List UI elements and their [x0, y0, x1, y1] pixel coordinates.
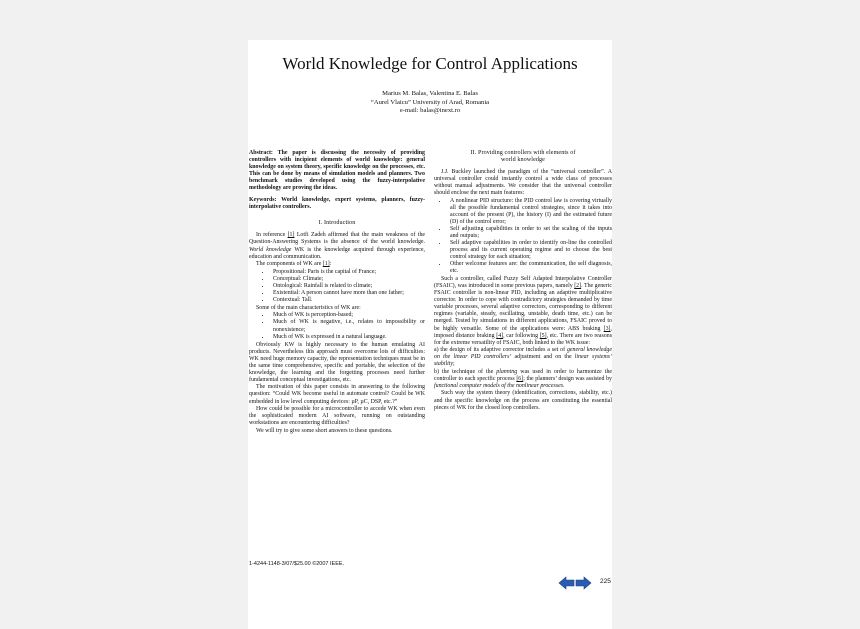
right-column: [434, 150, 612, 412]
list-item: • Self adjusting capabilities in order to set the scaling of the inputs and outputs;: [448, 226, 612, 240]
citation-link[interactable]: [1]: [287, 232, 295, 239]
authors: Marius M. Balas, Valentina E. Balas: [382, 90, 478, 97]
abstract-text: The paper is discussing the necessity of providing controllers with incipient elements of world knowledge: general knowledge on system theory, specific knowledge on the processes, etc. This can be done by means of simulation models and planners. Two benchmark studies developed using the fuzzy-interpolative methodology are proving the ideas.: [249, 150, 425, 192]
intro-paragraph-7: We will try to give some short answers to these questions.: [256, 427, 393, 434]
citation-link[interactable]: [5]: [539, 332, 547, 339]
left-column: [249, 150, 425, 435]
list-item: • Contextual: Tall.: [271, 297, 425, 304]
section2-paragraph-3: Such way the system theory (identification, corrections, stability, etc.) and the specific knowledge on the process are constituting the essential pieces of WK for the closed loop controllers.: [434, 390, 612, 411]
citation-link[interactable]: [3]: [603, 325, 611, 332]
list-item: • Existential: A person cannot have more than one father;: [271, 290, 425, 297]
list-item: • Much of WK is negative, i.e., relates to impossibility or nonexistence;: [271, 319, 425, 333]
prev-next-arrows-icon[interactable]: [558, 576, 592, 590]
intro-paragraph-1: In reference [1] Lotfi Zadeh affirmed that the main weakness of the Question-Answering Systems is the absence of the world knowledge. World knowledge WK is the knowledge acquired through experience, education and communication.: [249, 232, 426, 260]
intro-paragraph-5: The motivation of this paper consists in answering to the following question: “Could WK become useful in automate control? Could be WK embedded in low level computing devices: µP, µC, DSP, etc.?”: [249, 384, 425, 405]
list-item: • A nonlinear PID structure: the PID control law is covering virtually all the possible fundamental control strategies, since it takes into account of the present (P), the history (I) and the estimated future (D) of the control error;: [448, 198, 612, 226]
page-number: 225: [600, 578, 611, 585]
wk-components-list: [249, 269, 425, 304]
list-item: • Much of WK is expressed in a natural language.: [271, 334, 425, 341]
citation-link[interactable]: [6]: [516, 375, 524, 382]
citation-link[interactable]: [2]: [574, 283, 582, 290]
intro-paragraph-4: Obviously KW is highly necessary to the human emulating AI products. Nevertheless this approach must overcome lots of difficulties: WK need huge memory capacity, the representation techniques must be in the same time comprehensive, specific and portable, the selection of the knowledge, the learning and the forgetting processes need further fundamental conceptual investigations, etc.: [249, 341, 425, 383]
keywords-label: Keywords:: [249, 197, 277, 204]
citation-link[interactable]: [4]: [496, 332, 504, 339]
paper-page: [248, 40, 612, 629]
keywords: [249, 197, 425, 211]
intro-paragraph-2: The components of WK are [1]:: [256, 261, 332, 268]
prev-arrow-icon: [559, 577, 574, 589]
keywords-text: World knowledge, expert systems, planners, fuzzy-interpolative controllers.: [249, 197, 425, 211]
intro-paragraph-6: How could be possible for a microcontroller to accede WK when even the sophisticated modern AI software, running on outstanding workstations are encountering difficulties?: [249, 406, 425, 427]
wk-characteristics-list: [249, 312, 425, 340]
section-heading-introduction: I. Introduction: [318, 220, 356, 227]
abstract-label: Abstract:: [249, 150, 273, 156]
next-arrow-icon: [576, 577, 591, 589]
citation-link[interactable]: [1]: [322, 261, 330, 268]
paper-title: World Knowledge for Control Applications: [282, 54, 578, 73]
email: e-mail: balas@inext.ro: [399, 107, 461, 115]
list-item: • Conceptual: Climate;: [271, 276, 425, 283]
section2-paragraph-1: J.J. Buckley launched the paradigm of the “universal controller”. A universal controller could instantly control a wide class of processes without manual adjustments. We consider that the universal controller should enclose the next main features:: [434, 169, 612, 197]
author-block: [248, 90, 612, 116]
copyright-footer: 1-4244-1148-3/07/$25.00 ©2007 IEEE.: [249, 561, 345, 567]
list-item: • Propositional: Paris is the capital of France;: [271, 269, 425, 276]
abstract: [249, 150, 425, 192]
intro-paragraph-3: Some of the main characteristics of WK are:: [256, 304, 361, 311]
list-item: • Much of WK is perception-based;: [271, 312, 425, 319]
list-item: • Other welcome features are: the communication, the self diagnosis, etc.: [448, 261, 612, 275]
reason-a: a) the design of its adaptive corrector includes a set of general knowledge on the linear PID controllers’ adjustment and on the linear systems’ stability;: [434, 347, 612, 368]
reason-b: b) the technique of the planning was used in order to harmonize the controller to each specific process [6]; the planners’ design was assisted by functional computer models of the nonlinear processes.: [434, 368, 613, 389]
section2-paragraph-2: Such a controller, called Fuzzy Self Adapted Interpolative Controller (FSAIC), was introduced in some previous papers, namely [2]. The generic FSAIC controller is non-linear PID, including an adaptive multiplicative corrector. In order to cope with contradictory strategies demanded by time variable processes, several adaptive correctors, corresponding to different regimes (variable, steady, oscillating, unstable, death time, etc.) can be merged. Tested by simulations in different applications, FSAIC proved to be highly versatile. Some of the applications were: ABS braking [3], imposed distance braking [4], car following [5], etc. There are two reasons for the extreme versatility of FSAIC, both linked to the WK issue:: [434, 276, 612, 346]
affiliation: “Aurel Vlaicu” University of Arad, Romania: [370, 98, 490, 106]
section-heading-2: II. Providing controllers with elements of world knowledge: [470, 150, 576, 163]
list-item: • Ontological: Rainfall is related to climate;: [271, 283, 425, 290]
list-item: • Self adaptive capabilities in order to identify on-line the controlled process and its current operating regime and to choose the best control strategy for each situation;: [448, 240, 612, 261]
controller-features-list: [434, 198, 612, 276]
